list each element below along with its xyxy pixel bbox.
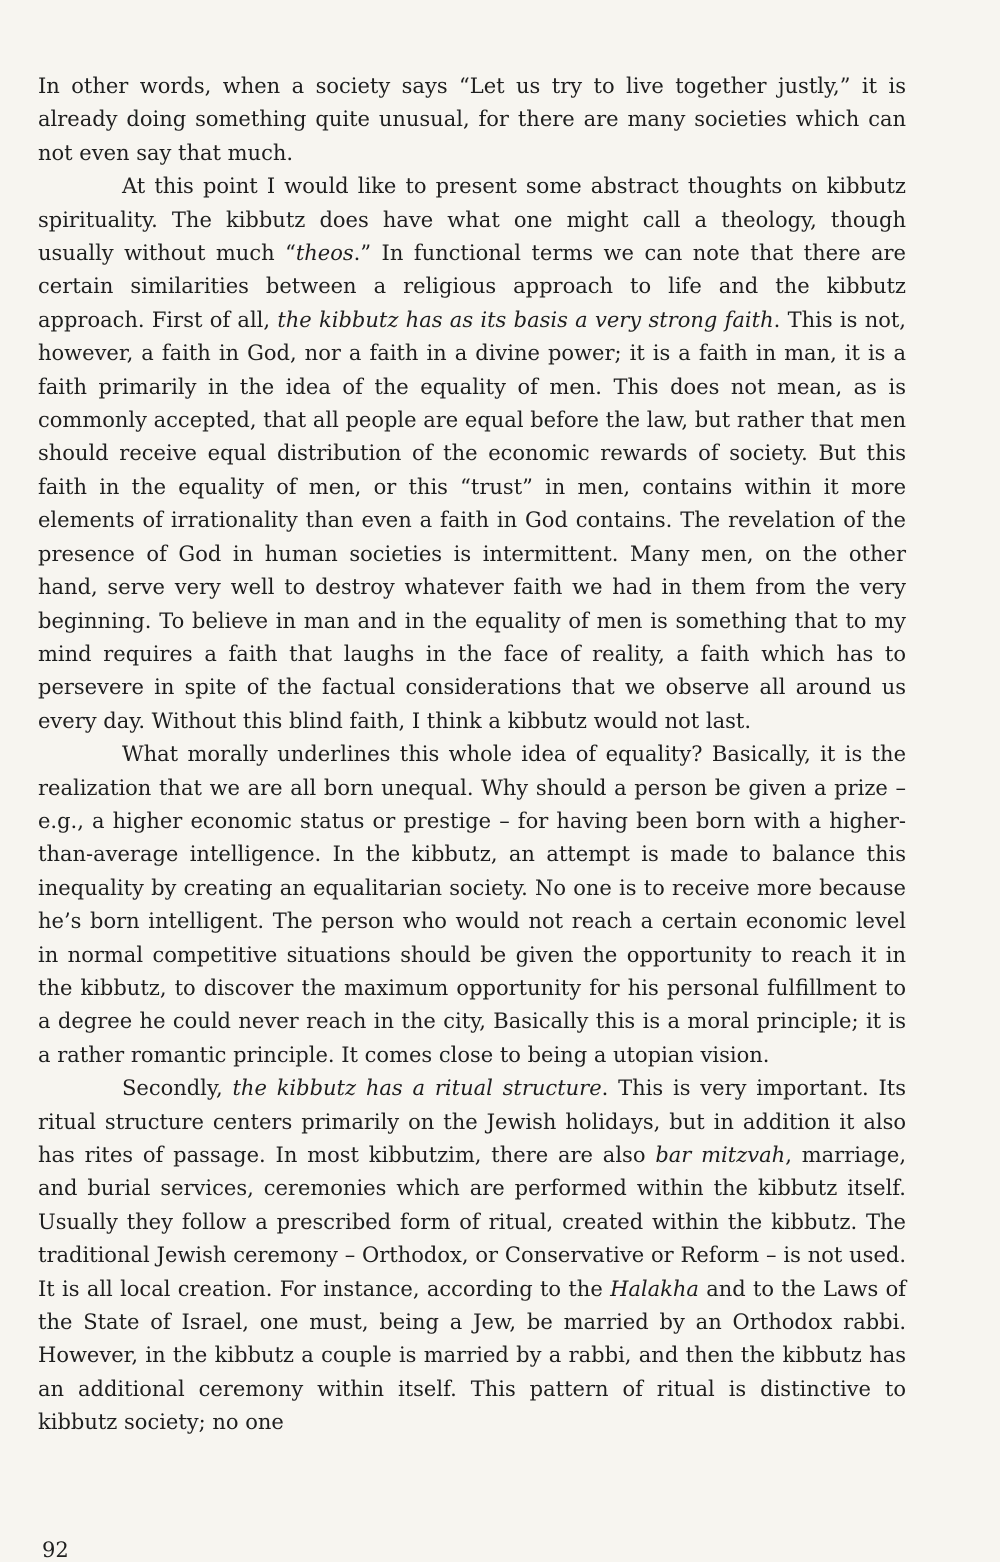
text-run: In other words, when a society says “Let us try to live together justly,” it is already doing something quite unusual, for there are many societies which can not even say that much. [38, 74, 906, 165]
text-run: At this point I would like to present some abstract thoughts on kibbutz spirituality. The kibbutz does have what one might call a theology, though usually without much “ [38, 174, 906, 266]
page-body [38, 70, 906, 1440]
text-run: .” In functional terms we can note that there are certain similarities between a religious approach to life and the kibbutz approach. First of all, [38, 241, 906, 332]
paragraph-2 [38, 170, 906, 738]
text-run: What morally underlines this whole idea of equality? Basically, it is the realization that we are all born unequal. Why should a person be given a prize – e.g., a higher economic status or prestige – for having been born with a higher-than-average intelligence. In the kibbutz, an attempt is made to balance this inequality by creating an equalitarian society. No one is to receive more because he’s born intelligent. The person who would not reach a certain economic level in normal competitive situations should be given the opportunity to reach it in the kibbutz, to discover the maximum opportunity for his personal fulfillment to a degree he could never reach in the city, Basically this is a moral principle; it is a rather romantic principle. It comes close to being a utopian vision. [38, 742, 906, 1067]
italic-run: Halakha [610, 1276, 699, 1301]
text-run: . This is very important. Its ritual structure centers primarily on the Jewish holidays, but in addition it also has rites of passage. In most kibbutzim, there are also [38, 1076, 906, 1167]
text-run: Secondly, [122, 1076, 233, 1101]
paragraph-4 [38, 1072, 906, 1439]
text-run: and to the Laws of the State of Israel, one must, being a Jew, be married by an Orthodox rabbi. However, in the kibbutz a couple is married by a rabbi, and then the kibbutz has an additional ceremony within itself. This pattern of ritual is distinctive to kibbutz society; no one [38, 1276, 906, 1435]
text-run: , marriage, and burial services, ceremonies which are performed within the kibbutz itself. Usually they follow a prescribed form of ritual, created within the kibbutz. The traditional Jewish ceremony – Orthodox, or Conservative or Reform – is not used. It is all local creation. For instance, according to the [38, 1143, 907, 1301]
paragraph-3 [38, 738, 906, 1072]
page-number: 92 [42, 1538, 69, 1562]
italic-run: the kibbutz has as its basis a very strong faith [277, 307, 774, 332]
italic-run: the kibbutz has a ritual structure [232, 1076, 602, 1101]
italic-run: bar mitzvah [655, 1143, 786, 1167]
italic-run: theos [295, 241, 354, 266]
paragraph-1 [38, 70, 906, 170]
text-run: . This is not, however, a faith in God, nor a faith in a divine power; it is a faith in man, it is a faith primarily in the idea of the equality of men. This does not mean, as is commonly accepted, that all people are equal before the law, but rather that men should receive equal distribution of the economic rewards of society. But this faith in the equality of men, or this “trust” in men, contains within it more elements of irrationality than even a faith in God contains. The revelation of the presence of God in human societies is intermittent. Many men, on the other hand, serve very well to destroy whatever faith we had in them from the very beginning. To believe in man and in the equality of men is something that to my mind requires a faith that laughs in the face of reality, a faith which has to persevere in spite of the factual considerations that we observe all around us every day. Without this blind faith, I think a kibbutz would not last. [38, 307, 906, 733]
